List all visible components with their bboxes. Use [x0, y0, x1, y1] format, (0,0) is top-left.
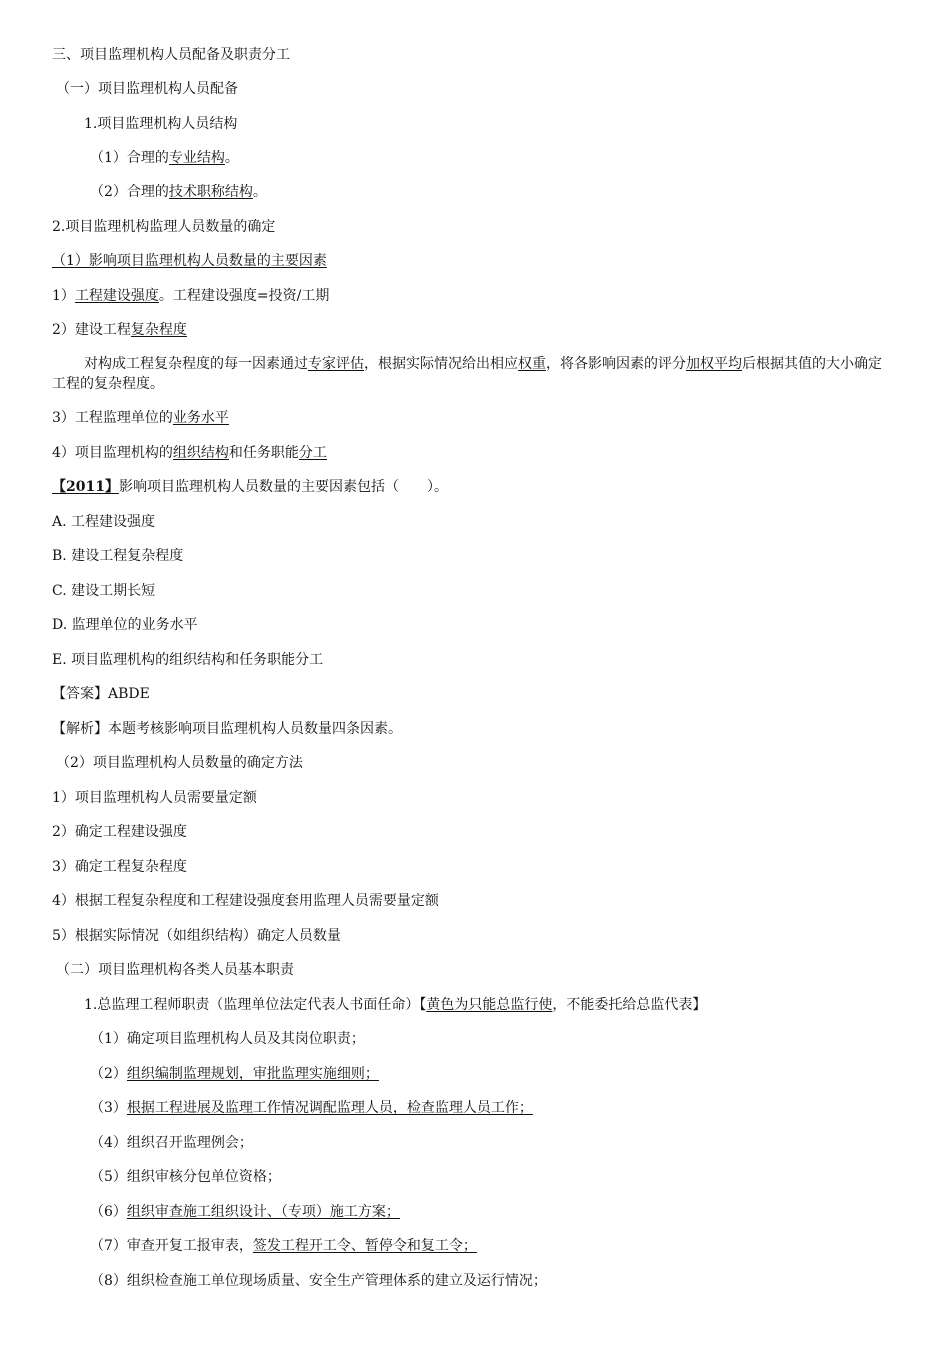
- item-heading: 1.项目监理机构人员结构: [84, 116, 238, 132]
- option-a: A. 工程建设强度: [52, 514, 156, 530]
- list-item: （1）合理的专业结构。: [90, 150, 239, 166]
- subsection-heading: （一）项目监理机构人员配备: [56, 81, 238, 97]
- option-b: B. 建设工程复杂程度: [52, 548, 184, 564]
- duty-item: （8）组织检查施工单位现场质量、安全生产管理体系的建立及运行情况；: [90, 1273, 547, 1289]
- list-item: 4）项目监理机构的组织结构和任务职能分工: [52, 445, 327, 461]
- duty-item: （3）根据工程进展及监理工作情况调配监理人员，检查监理人员工作；: [90, 1100, 533, 1116]
- subheading-underlined: （1）影响项目监理机构人员数量的主要因素: [52, 253, 327, 269]
- subheading: （2）项目监理机构人员数量的确定方法: [56, 755, 303, 771]
- duty-item: （2）组织编制监理规划，审批监理实施细则；: [90, 1066, 379, 1082]
- duty-item: （1）确定项目监理机构人员及其岗位职责；: [90, 1031, 365, 1047]
- option-c: C. 建设工期长短: [52, 583, 156, 599]
- duty-item: （6）组织审查施工组织设计、（专项）施工方案；: [90, 1204, 400, 1220]
- list-item: 2）建设工程复杂程度: [52, 322, 187, 338]
- exam-question: 【2011】影响项目监理机构人员数量的主要因素包括（ ）。: [52, 479, 448, 495]
- answer: 【答案】ABDE: [52, 686, 150, 702]
- paragraph: 对构成工程复杂程度的每一因素通过专家评估，根据实际情况给出相应权重，将各影响因素的评分加权平均后根据其值的大小确定工程的复杂程度。: [52, 356, 882, 392]
- list-item: 5）根据实际情况（如组织结构）确定人员数量: [52, 928, 341, 944]
- list-item: 1）工程建设强度。工程建设强度=投资/工期: [52, 288, 330, 304]
- option-e: E. 项目监理机构的组织结构和任务职能分工: [52, 652, 324, 668]
- duty-item: （4）组织召开监理例会；: [90, 1135, 253, 1151]
- subsection-heading: （二）项目监理机构各类人员基本职责: [56, 962, 294, 978]
- list-item: 4）根据工程复杂程度和工程建设强度套用监理人员需要量定额: [52, 893, 439, 909]
- list-item: （2）合理的技术职称结构。: [90, 184, 267, 200]
- item-heading: 2.项目监理机构监理人员数量的确定: [52, 219, 276, 235]
- option-d: D. 监理单位的业务水平: [52, 617, 198, 633]
- item-heading: 1.总监理工程师职责（监理单位法定代表人书面任命）【黄色为只能总监行使，不能委托给总监代表】: [84, 997, 707, 1013]
- list-item: 1）项目监理机构人员需要量定额: [52, 790, 257, 806]
- list-item: 2）确定工程建设强度: [52, 824, 187, 840]
- list-item: 3）工程监理单位的业务水平: [52, 410, 229, 426]
- duty-item: （5）组织审核分包单位资格；: [90, 1169, 281, 1185]
- section-heading: 三、项目监理机构人员配备及职责分工: [52, 47, 290, 63]
- explanation: 【解析】本题考核影响项目监理机构人员数量四条因素。: [52, 721, 402, 737]
- duty-item: （7）审查开复工报审表，签发工程开工令、暂停令和复工令；: [90, 1238, 477, 1254]
- list-item: 3）确定工程复杂程度: [52, 859, 187, 875]
